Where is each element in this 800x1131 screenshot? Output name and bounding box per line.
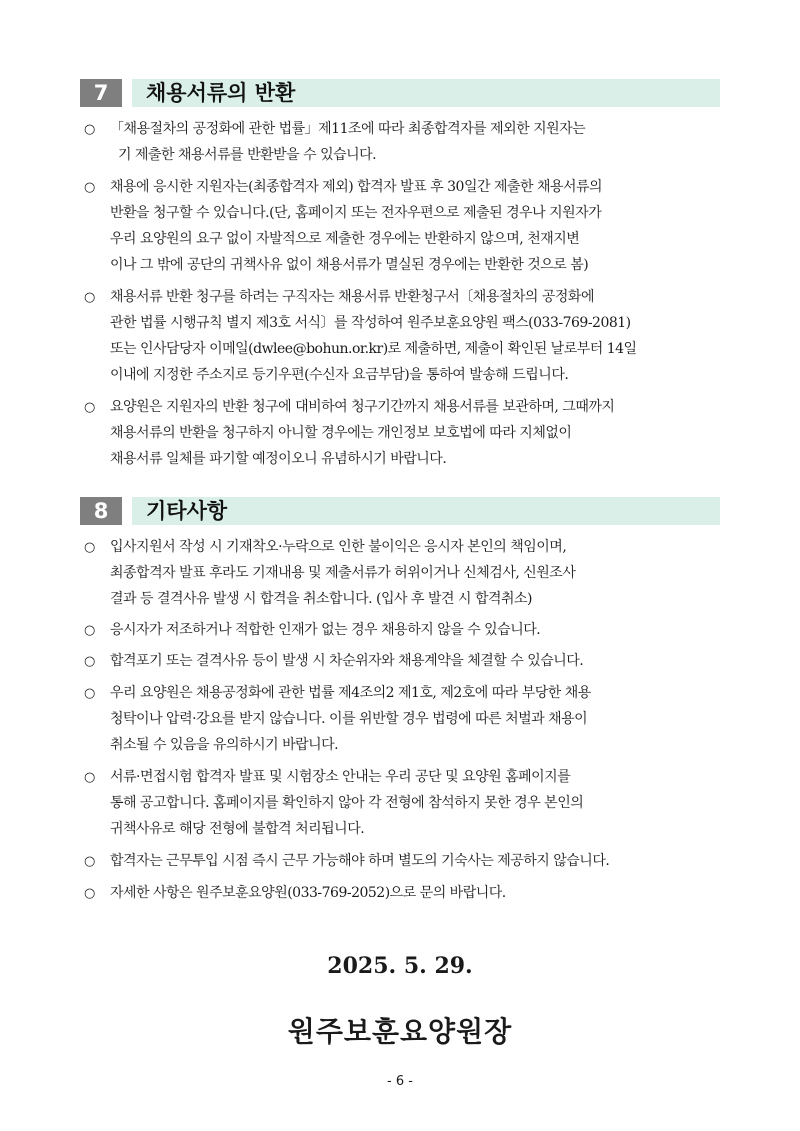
item-line: 우리 요양원은 채용공정화에 관한 법률 제4조의2 제1호, 제2호에 따라 부당한 채용: [110, 685, 591, 701]
item-line: 통해 공고합니다. 홈페이지를 확인하지 않아 각 전형에 참석하지 못한 경우 본인의: [110, 795, 584, 811]
bullet-icon: ○: [84, 180, 96, 195]
page-number: - 6 -: [387, 1074, 413, 1089]
item-line: 자세한 사항은 원주보훈요양원(033-769-2052)으로 문의 바랍니다.: [110, 885, 506, 901]
item-line: 서류·면접시험 합격자 발표 및 시험장소 안내는 우리 공단 및 요양원 홈페이지를: [110, 769, 571, 785]
section-title: 채용서류의 반환: [146, 81, 296, 105]
item-line: 이나 그 밖에 공단의 귀책사유 없이 채용서류가 멸실된 경우에는 반환한 것으로 봄): [110, 257, 589, 273]
item-line: 또는 인사담당자 이메일(dwlee@bohun.or.kr)로 제출하면, 제출이 확인된 날로부터 14일: [110, 341, 637, 357]
bullet-icon: ○: [84, 654, 96, 669]
bullet-icon: ○: [84, 540, 96, 555]
item-line: 요양원은 지원자의 반환 청구에 대비하여 청구기간까지 채용서류를 보관하며, 그때까지: [110, 399, 615, 415]
item-line: 합격자는 근무투입 시점 즉시 근무 가능해야 하며 별도의 기숙사는 제공하지 않습니다.: [110, 853, 610, 869]
item-line: 채용에 응시한 지원자는(최종합격자 제외) 합격자 발표 후 30일간 제출한 채용서류의: [110, 179, 603, 195]
item-line: 입사지원서 작성 시 기재착오·누락으로 인한 불이익은 응시자 본인의 책임이며,: [110, 539, 567, 555]
item-line: 청탁이나 압력·강요를 받지 않습니다. 이를 위반할 경우 법령에 따른 처벌과 채용이: [110, 711, 588, 727]
item-line: 최종합격자 발표 후라도 기재내용 및 제출서류가 허위이거나 신체검사, 신원조사: [110, 565, 576, 581]
document-date: 2025. 5. 29.: [327, 953, 473, 979]
bullet-icon: ○: [84, 770, 96, 785]
item-line: 이내에 지정한 주소지로 등기우편(수신자 요금부담)을 통하여 발송해 드립니다.: [110, 367, 569, 383]
section-7-header: [80, 79, 720, 107]
item-line: 관한 법률 시행규칙 별지 제3호 서식〕를 작성하여 원주보훈요양원 팩스(033-769-2081): [110, 315, 631, 331]
item-line: 우리 요양원의 요구 없이 자발적으로 제출한 경우에는 반환하지 않으며, 천재지변: [110, 231, 580, 247]
section-title: 기타사항: [146, 499, 228, 523]
item-line: 「채용절차의 공정화에 관한 법률」제11조에 따라 최종합격자를 제외한 지원자는: [110, 121, 586, 137]
item-line: 반환을 청구할 수 있습니다.(단, 홈페이지 또는 전자우편으로 제출된 경우나 지원자가: [110, 205, 602, 221]
section-number: 8: [80, 497, 122, 525]
item-line: 응시자가 저조하거나 적합한 인재가 없는 경우 채용하지 않을 수 있습니다.: [110, 622, 541, 638]
item-line: 채용서류 반환 청구를 하려는 구직자는 채용서류 반환청구서〔채용절차의 공정화에: [110, 289, 594, 305]
item-line: 합격포기 또는 결격사유 등이 발생 시 차순위자와 채용계약을 체결할 수 있습니다.: [110, 653, 584, 669]
item-line: 채용서류의 반환을 청구하지 아니할 경우에는 개인정보 보호법에 따라 지체없이: [110, 425, 572, 441]
item-line: 취소될 수 있음을 유의하시기 바랍니다.: [110, 737, 339, 753]
bullet-icon: ○: [84, 290, 96, 305]
item-line: 귀책사유로 해당 전형에 불합격 처리됩니다.: [110, 821, 365, 837]
section-number: 7: [80, 79, 122, 107]
item-line: 결과 등 결격사유 발생 시 합격을 취소합니다. (입사 후 발견 시 합격취소): [110, 591, 532, 607]
item-line: 기 제출한 채용서류를 반환받을 수 있습니다.: [118, 147, 377, 163]
bullet-icon: ○: [84, 854, 96, 869]
bullet-icon: ○: [84, 122, 96, 137]
bullet-icon: ○: [84, 886, 96, 901]
bullet-icon: ○: [84, 686, 96, 701]
item-line: 채용서류 일체를 파기할 예정이오니 유념하시기 바랍니다.: [110, 451, 447, 467]
bullet-icon: ○: [84, 623, 96, 638]
section-8-header: [80, 497, 720, 525]
signer-title: 원주보훈요양원장: [287, 1015, 513, 1048]
bullet-icon: ○: [84, 400, 96, 415]
